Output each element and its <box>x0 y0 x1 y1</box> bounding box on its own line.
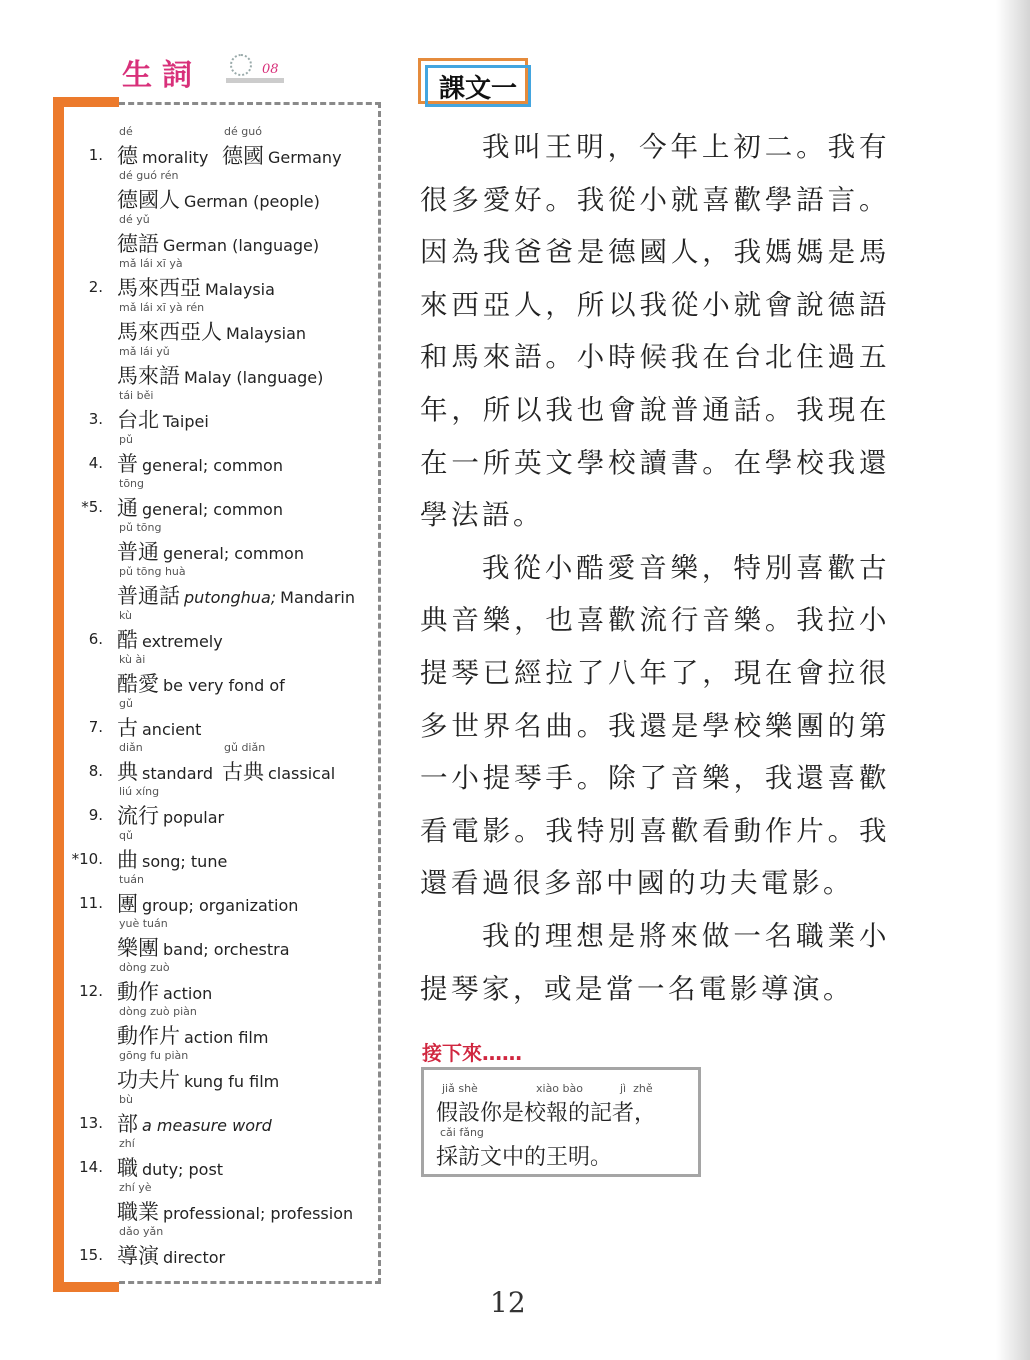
vocab-entry <box>222 740 335 786</box>
vocab-english: Malay (language) <box>184 368 324 387</box>
vocab-row <box>70 432 375 476</box>
vocab-entry <box>117 564 355 610</box>
vocab-number: 13. <box>79 1114 103 1132</box>
page-number: 12 <box>490 1286 526 1319</box>
vocab-row <box>70 300 375 344</box>
passage-paragraph-1: 我叫王明，今年上初二。我有很多愛好。我從小就喜歡學語言。因為我爸爸是德國人，我媽媽是馬來西亞人，所以我從小就會說德語和馬來語。小時候我在台北住過五年，所以我也會說普通話。我現在在一所英文學校讀書。在學校我還學法語。 <box>420 131 890 532</box>
vocab-english: group; organization <box>142 896 299 915</box>
lesson-title-inner-frame <box>425 65 531 107</box>
vocab-number: 2. <box>88 278 103 296</box>
passage-paragraph-3: 我的理想是將來做一名職業小提琴家，或是當一名電影導演。 <box>420 919 890 1005</box>
vocab-english: German (people) <box>184 192 320 211</box>
task-pinyin: cǎi fǎng <box>440 1126 484 1139</box>
task-pinyin: xiào bào <box>536 1082 583 1095</box>
track-number: 08 <box>262 62 279 77</box>
vocab-row <box>70 696 375 740</box>
vocab-pinyin: tái běi <box>119 389 154 402</box>
vocab-entry <box>117 608 223 654</box>
vocab-english: general; common <box>163 544 304 563</box>
lesson-title: 課文一 <box>438 73 517 104</box>
vocab-pinyin: diǎn <box>119 741 143 754</box>
vocab-entry <box>117 872 298 918</box>
vocab-pinyin: dòng zuò piàn <box>119 1005 197 1018</box>
vocab-row <box>70 1048 375 1092</box>
vocab-english: director <box>163 1248 226 1267</box>
vocab-hanzi: 團 <box>117 892 138 916</box>
vocab-hanzi: 德 <box>117 144 138 168</box>
vocab-number: 6. <box>88 630 103 648</box>
next-section-title: 接下來…… <box>422 1041 522 1065</box>
vocab-number: 9. <box>88 806 103 824</box>
vocab-english: morality <box>142 148 209 167</box>
task-line-1: 假設你是校報的記者， <box>436 1101 657 1126</box>
vocab-pinyin: gǔ diǎn <box>224 741 266 754</box>
vocab-entry <box>117 1004 268 1050</box>
vocab-hanzi: 動作 <box>117 980 159 1004</box>
vocab-entry <box>117 960 212 1006</box>
vocab-pinyin: mǎ lái xī yà rén <box>119 301 205 314</box>
task-pinyin: jì zhě <box>620 1082 653 1095</box>
vocab-row <box>70 124 375 168</box>
vocab-entry <box>117 1180 353 1226</box>
vocab-row <box>70 168 375 212</box>
vocab-row <box>70 344 375 388</box>
vocab-english: Taipei <box>163 412 209 431</box>
vocab-row <box>70 608 375 652</box>
audio-track-badge[interactable] <box>226 54 286 82</box>
vocab-hanzi: 普 <box>117 452 138 476</box>
vocab-entry <box>117 1092 272 1138</box>
task-pinyin: jiǎ shè <box>442 1082 478 1095</box>
vocab-english-italic: putonghua; <box>184 588 277 607</box>
vocab-row <box>70 1180 375 1224</box>
vocab-hanzi: 德語 <box>117 232 159 256</box>
vocab-entry <box>117 916 290 962</box>
vocab-english: band; orchestra <box>163 940 290 959</box>
vocab-row <box>70 652 375 696</box>
vocab-pinyin: tuán <box>119 873 144 886</box>
vocab-entry <box>117 520 304 566</box>
vocab-english: general; common <box>142 456 283 475</box>
vocab-entry <box>117 1224 225 1270</box>
vocab-english: song; tune <box>142 852 228 871</box>
vocab-entry <box>117 696 201 742</box>
vocab-number: 4. <box>88 454 103 472</box>
vocab-box-orange-bar <box>53 97 64 1292</box>
vocab-entry <box>117 1048 279 1094</box>
vocab-english: professional; profession <box>163 1204 354 1223</box>
vocab-list <box>70 124 375 1268</box>
task-box <box>421 1067 701 1177</box>
vocab-box-dashed-right <box>378 102 381 1284</box>
vocab-number: 1. <box>88 146 103 164</box>
vocab-hanzi: 普通話 <box>117 584 180 608</box>
vocab-entry <box>117 432 283 478</box>
vocab-box-orange-top <box>53 97 119 107</box>
task-line-2: 採訪文中的王明。 <box>436 1145 613 1170</box>
vocab-english: Malaysia <box>205 280 275 299</box>
vocab-english: ancient <box>142 720 202 739</box>
passage-paragraph-2: 我從小酷愛音樂，特別喜歡古典音樂，也喜歡流行音樂。我拉小提琴已經拉了八年了，現在會拉很多世界名曲。我還是學校樂團的第一小提琴手。除了音樂，我還喜歡看電影。我特別喜歡看動作片。我還看過很多部中國的功夫電影。 <box>420 551 890 900</box>
vocab-entry <box>117 168 320 214</box>
vocab-row <box>70 828 375 872</box>
vocab-hanzi: 酷愛 <box>117 672 159 696</box>
vocab-row <box>70 1004 375 1048</box>
vocab-number: 14. <box>79 1158 103 1176</box>
vocab-pinyin: mǎ lái xī yà <box>119 257 183 270</box>
vocab-hanzi: 功夫片 <box>117 1068 180 1092</box>
vocab-english: standard <box>142 764 213 783</box>
vocab-pinyin: liú xíng <box>119 785 160 798</box>
vocab-pinyin: yuè tuán <box>119 917 168 930</box>
vocab-row <box>70 784 375 828</box>
vocab-row <box>70 960 375 1004</box>
vocab-row <box>70 388 375 432</box>
vocab-pinyin: pǔ <box>119 433 133 446</box>
vocab-row <box>70 872 375 916</box>
vocab-hanzi: 德國人 <box>117 188 180 212</box>
vocab-hanzi: 職 <box>117 1156 138 1180</box>
vocab-pinyin: zhí <box>119 1137 135 1150</box>
vocab-hanzi: 通 <box>117 496 138 520</box>
vocab-pinyin: pǔ tōng <box>119 521 162 534</box>
vocab-entry <box>117 256 275 302</box>
lesson-title-tag <box>418 58 528 104</box>
vocab-hanzi: 動作片 <box>117 1024 180 1048</box>
vocab-english: kung fu film <box>184 1072 280 1091</box>
vocab-number: *10. <box>71 850 103 868</box>
vocab-entry <box>117 344 323 390</box>
vocab-number: 11. <box>79 894 103 912</box>
vocab-box-dashed-bottom <box>119 1281 381 1284</box>
vocab-box-orange-bottom <box>53 1282 119 1292</box>
vocab-row <box>70 740 375 784</box>
vocab-hanzi: 德國 <box>222 144 264 168</box>
vocab-hanzi: 樂團 <box>117 936 159 960</box>
vocab-english: extremely <box>142 632 223 651</box>
vocab-hanzi: 古典 <box>222 760 264 784</box>
vocab-pinyin: pǔ tōng huà <box>119 565 186 578</box>
vocab-hanzi: 馬來西亞人 <box>117 320 222 344</box>
vocab-entry <box>117 784 224 830</box>
vocab-english: action film <box>184 1028 269 1047</box>
vocab-entry <box>117 828 227 874</box>
vocab-english: general; common <box>142 500 283 519</box>
vocab-hanzi: 部 <box>117 1112 138 1136</box>
vocab-number: 15. <box>79 1246 103 1264</box>
vocab-number: 8. <box>88 762 103 780</box>
vocab-english: popular <box>163 808 225 827</box>
vocab-entry <box>117 124 208 170</box>
vocab-pinyin: dé guó rén <box>119 169 179 182</box>
vocab-pinyin: qǔ <box>119 829 133 842</box>
page-edge-shadow <box>996 0 1030 1360</box>
vocab-pinyin: zhí yè <box>119 1181 152 1194</box>
vocab-hanzi: 典 <box>117 760 138 784</box>
vocab-english: Malaysian <box>226 324 307 343</box>
vocab-entry <box>117 300 306 346</box>
vocab-hanzi: 酷 <box>117 628 138 652</box>
vocab-english: classical <box>268 764 336 783</box>
vocab-pinyin: dòng zuò <box>119 961 170 974</box>
vocab-row <box>70 212 375 256</box>
vocab-row <box>70 564 375 608</box>
vocab-pinyin: bù <box>119 1093 133 1106</box>
vocab-pinyin: tōng <box>119 477 144 490</box>
vocab-number: *5. <box>81 498 103 516</box>
lesson-passage <box>420 121 890 1015</box>
vocab-hanzi: 馬來西亞 <box>117 276 201 300</box>
vocab-english: duty; post <box>142 1160 224 1179</box>
vocab-entry <box>117 476 283 522</box>
vocab-pinyin: gōng fu piàn <box>119 1049 189 1062</box>
vocab-english: German (language) <box>163 236 320 255</box>
vocab-entry <box>117 212 319 258</box>
vocab-entry <box>117 652 285 698</box>
vocab-entry <box>117 740 213 786</box>
vocab-pinyin: dé yǔ <box>119 213 150 226</box>
vocab-pinyin: kù ài <box>119 653 146 666</box>
vocab-english: Mandarin <box>280 588 356 607</box>
vocab-english: Germany <box>268 148 342 167</box>
vocab-pinyin: kù <box>119 609 133 622</box>
track-underline <box>226 78 284 83</box>
vocab-number: 7. <box>88 718 103 736</box>
vocab-hanzi: 馬來語 <box>117 364 180 388</box>
vocab-entry <box>117 388 209 434</box>
vocab-row <box>70 256 375 300</box>
vocab-pinyin: gǔ <box>119 697 133 710</box>
cd-icon <box>230 54 252 76</box>
vocab-hanzi: 流行 <box>117 804 159 828</box>
vocab-row <box>70 1136 375 1180</box>
vocab-hanzi: 古 <box>117 716 138 740</box>
vocab-pinyin: dé guó <box>224 125 262 138</box>
vocab-pinyin: mǎ lái yǔ <box>119 345 170 358</box>
vocab-english: be very fond of <box>163 676 285 695</box>
vocab-box-dashed-top <box>119 102 381 105</box>
vocab-entry <box>117 1136 223 1182</box>
vocab-hanzi: 台北 <box>117 408 159 432</box>
vocab-number: 3. <box>88 410 103 428</box>
vocab-english: action <box>163 984 213 1003</box>
vocab-row <box>70 520 375 564</box>
vocab-pinyin: dǎo yǎn <box>119 1225 164 1238</box>
vocab-hanzi: 普通 <box>117 540 159 564</box>
vocab-number: 12. <box>79 982 103 1000</box>
vocab-pinyin: dé <box>119 125 133 138</box>
vocab-row <box>70 476 375 520</box>
vocab-english-italic: a measure word <box>142 1116 272 1135</box>
vocab-hanzi: 曲 <box>117 848 138 872</box>
vocab-entry <box>222 124 342 170</box>
vocab-row <box>70 916 375 960</box>
vocab-row <box>70 1224 375 1268</box>
vocab-row <box>70 1092 375 1136</box>
vocab-hanzi: 導演 <box>117 1244 159 1268</box>
vocab-hanzi: 職業 <box>117 1200 159 1224</box>
vocab-title: 生詞 <box>122 58 202 93</box>
